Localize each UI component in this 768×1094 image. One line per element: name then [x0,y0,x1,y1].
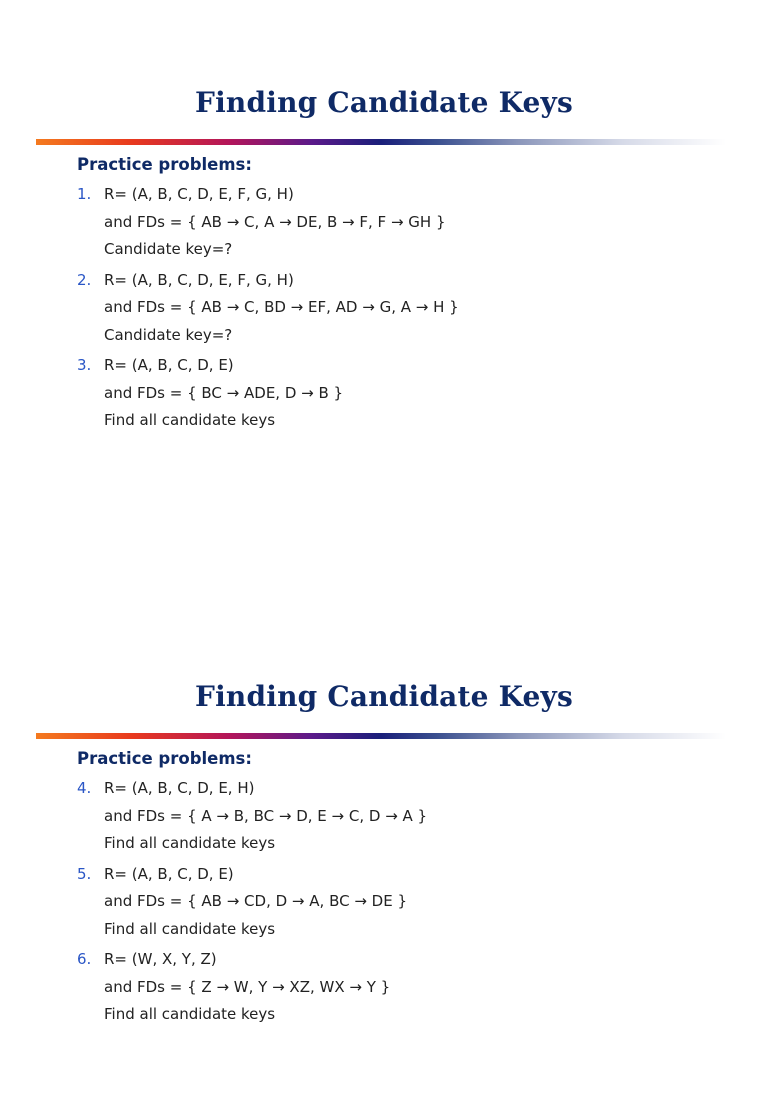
slide-2 [0,594,768,1094]
problem-fds: and FDs = { AB → CD, D → A, BC → DE } [104,892,408,910]
problem-number: 4. [77,779,92,797]
problem-number: 2. [77,270,92,289]
problem-item [77,777,737,860]
problem-item [77,948,737,1031]
problem-item [77,183,737,266]
section-heading: Practice problems: [77,155,252,174]
title-divider [36,733,726,739]
slide-1 [0,0,768,500]
problem-relation: R= (W, X, Y, Z) [104,950,217,968]
problem-relation: R= (A, B, C, D, E, H) [104,779,255,797]
problem-item [77,863,737,946]
problem-question: Find all candidate keys [104,919,276,938]
problem-number: 1. [77,185,92,203]
problem-question: Candidate key=? [104,240,233,258]
problem-list [77,183,737,440]
problem-question: Find all candidate keys [104,834,276,852]
problem-fds: and FDs = { BC → ADE, D → B } [104,383,344,402]
problem-number: 5. [77,864,92,883]
problem-fds: and FDs = { AB → C, A → DE, B → F, F → GH } [104,212,446,231]
problem-fds: and FDs = { AB → C, BD → EF, AD → G, A → H } [104,298,459,316]
section-heading: Practice problems: [77,749,252,768]
problem-list [77,777,737,1034]
problem-number: 3. [77,356,92,374]
problem-number: 6. [77,950,92,968]
problem-item [77,354,737,437]
problem-question: Find all candidate keys [104,411,276,429]
problem-fds: and FDs = { A → B, BC → D, E → C, D → A } [104,806,428,825]
problem-relation: R= (A, B, C, D, E) [104,864,234,883]
slide-title: Finding Candidate Keys [195,86,573,119]
title-divider [36,139,726,145]
problem-question: Find all candidate keys [104,1005,276,1023]
problem-item [77,269,737,352]
problem-relation: R= (A, B, C, D, E, F, G, H) [104,270,294,289]
problem-relation: R= (A, B, C, D, E) [104,356,234,374]
problem-relation: R= (A, B, C, D, E, F, G, H) [104,185,294,203]
problem-question: Candidate key=? [104,325,233,344]
slide-title: Finding Candidate Keys [195,680,573,713]
problem-fds: and FDs = { Z → W, Y → XZ, WX → Y } [104,977,391,996]
